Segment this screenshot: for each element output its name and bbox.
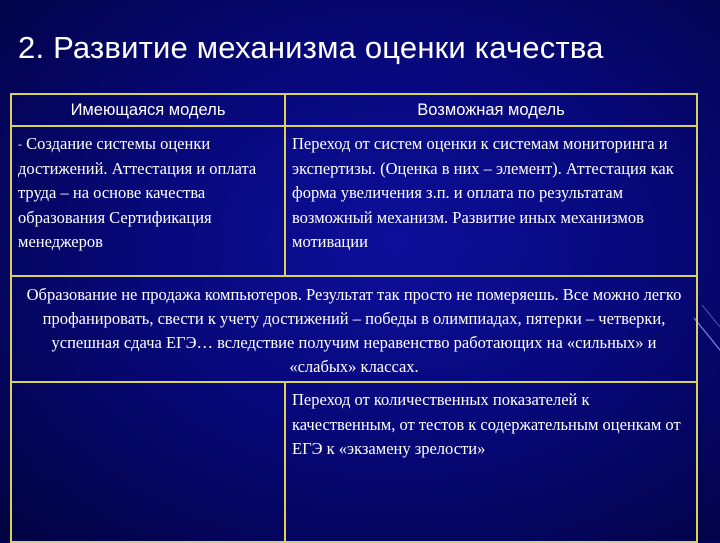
table-row <box>11 126 697 276</box>
spanning-text: Образование не продажа компьютеров. Результат так просто не померяешь. Все можно легко профанировать, свести к учету достижений – победы в олимпиадах, пятерки – четверки, успешная сдача ЕГЭ… вследствие получим неравенство работающих на «сильных» и «слабых» классах. <box>26 285 682 376</box>
possible-model-text: Переход от систем оценки к системам мониторинга и экспертизы. (Оценка в них – элемент). Аттестация как форма увеличения з.п. и оплата по результатам возможный механизм. Развитие иных механизмов мотивации <box>292 134 674 251</box>
decorative-line-2 <box>702 305 720 327</box>
bottom-left-cell <box>11 382 285 542</box>
slide-title: 2. Развитие механизма оценки качества <box>18 30 604 65</box>
existing-model-cell <box>11 126 285 276</box>
header-existing-model: Имеющаяся модель <box>11 94 285 126</box>
list-dash: - <box>18 137 22 151</box>
bottom-right-cell <box>285 382 697 542</box>
table-row <box>11 382 697 542</box>
bottom-left-text <box>12 383 284 390</box>
comparison-table <box>10 93 698 543</box>
table-row-spanning <box>11 276 697 382</box>
bottom-right-text: Переход от количественных показателей к качественным, от тестов к содержательным оценкам от ЕГЭ к «экзамену зрелости» <box>292 390 681 458</box>
header-possible-model: Возможная модель <box>285 94 697 126</box>
possible-model-cell <box>285 126 697 276</box>
spanning-cell <box>11 276 697 382</box>
existing-model-text: Создание системы оценки достижений. Аттестация и оплата труда – на основе качества образования Сертификация менеджеров <box>18 134 257 251</box>
table-header-row <box>11 94 697 126</box>
